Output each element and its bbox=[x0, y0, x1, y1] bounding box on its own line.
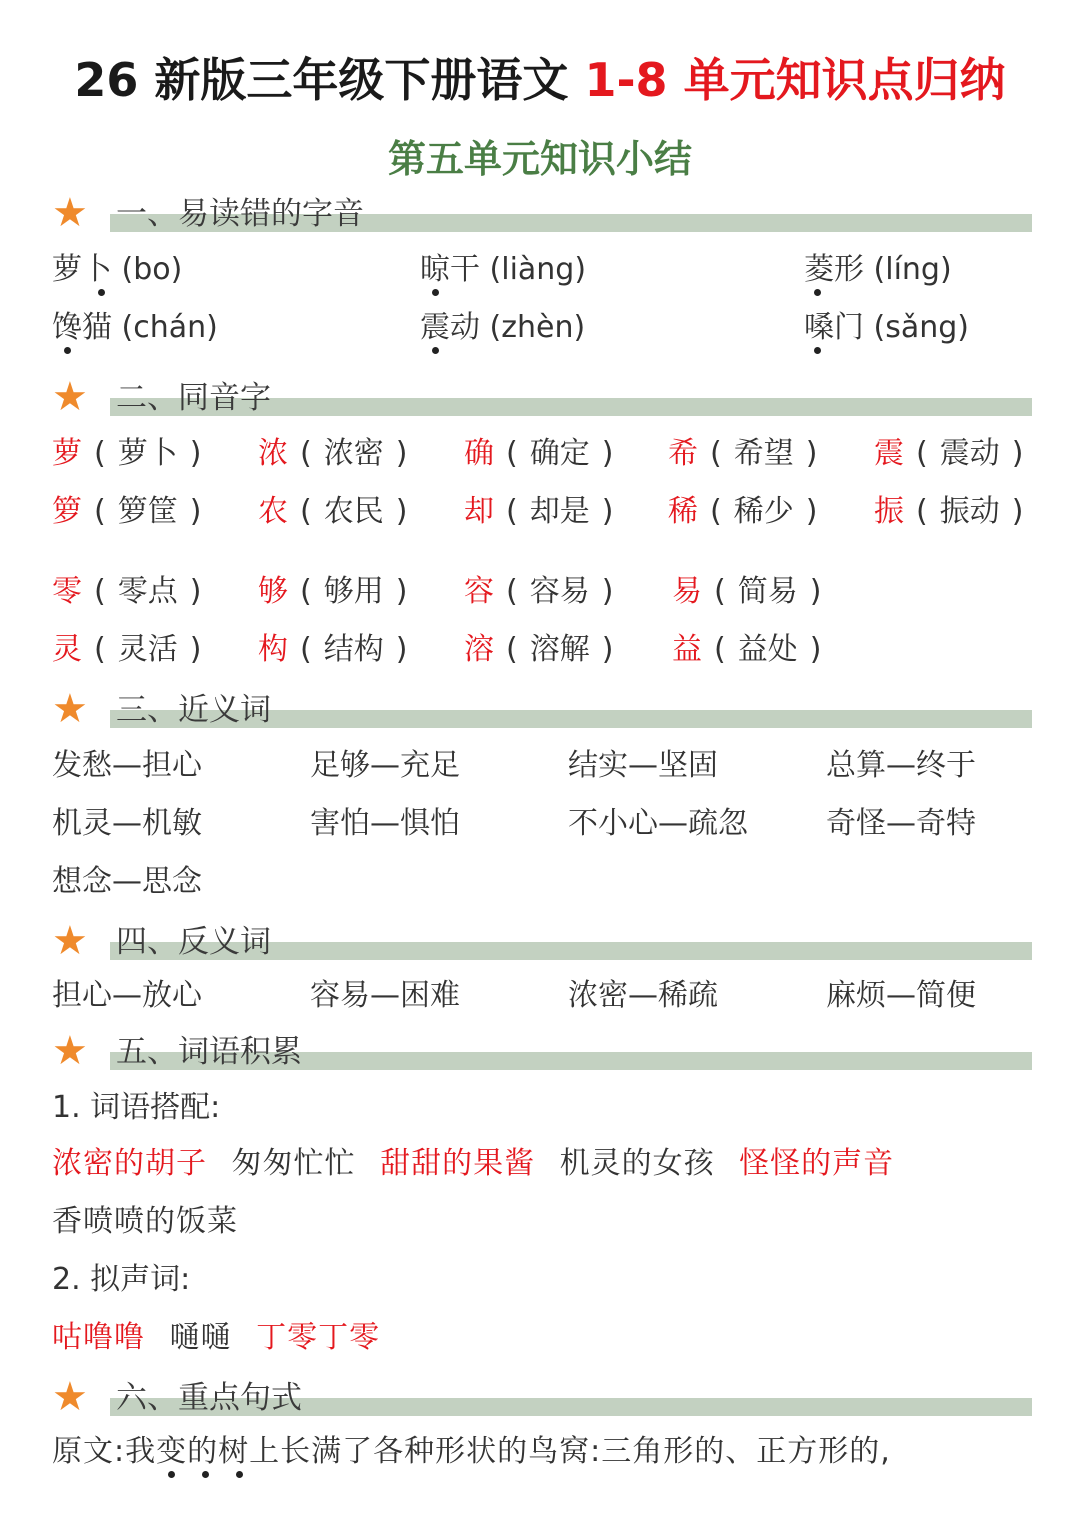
emphasis-dot bbox=[814, 347, 821, 354]
homophone-item: 溶 ( 溶解 ) bbox=[464, 632, 614, 667]
section-header-vocab bbox=[52, 1028, 1032, 1074]
synonym-row bbox=[0, 860, 1080, 904]
homophone-item: 农 ( 农民 ) bbox=[258, 494, 408, 529]
homophone-item: 振 ( 振动 ) bbox=[874, 494, 1024, 529]
synonym-pair: 不小心—疏忽 bbox=[568, 806, 748, 841]
homophone-row bbox=[0, 628, 1080, 672]
section-header-homophones bbox=[52, 374, 1032, 420]
pronunciation-item: 馋猫 (chán) bbox=[52, 310, 218, 345]
star-icon: ★ bbox=[52, 918, 88, 964]
antonym-pair: 麻烦—简便 bbox=[826, 978, 976, 1013]
homophone-item: 易 ( 简易 ) bbox=[672, 574, 822, 609]
emphasis-dot bbox=[202, 1471, 209, 1478]
homophone-item: 灵 ( 灵活 ) bbox=[52, 632, 202, 667]
phrase: 甜甜的果酱 bbox=[380, 1146, 536, 1181]
section-title: 六、重点句式 bbox=[116, 1380, 302, 1416]
onomatopoeia: 嗵嗵 bbox=[169, 1320, 232, 1355]
emphasis-dot bbox=[236, 1471, 243, 1478]
pronunciation-row bbox=[0, 306, 1080, 350]
pronunciation-item: 嗓门 (sǎng) bbox=[804, 310, 970, 345]
section-title: 一、易读错的字音 bbox=[116, 196, 364, 232]
onomatopoeia-label: 2. 拟声词: bbox=[52, 1262, 191, 1297]
star-icon: ★ bbox=[52, 686, 88, 732]
synonym-pair: 足够—充足 bbox=[310, 748, 460, 783]
emphasis-dot bbox=[98, 289, 105, 296]
emphasis-dot bbox=[432, 347, 439, 354]
antonym-pair: 担心—放心 bbox=[52, 978, 202, 1013]
emphasis-dot bbox=[432, 289, 439, 296]
emphasis-dot bbox=[814, 289, 821, 296]
synonym-pair: 结实—坚固 bbox=[568, 748, 718, 783]
homophone-item: 却 ( 却是 ) bbox=[464, 494, 614, 529]
section-header-pronunciation bbox=[52, 190, 1032, 236]
section-title: 四、反义词 bbox=[116, 924, 271, 960]
phrase: 机灵的女孩 bbox=[559, 1146, 715, 1181]
sentence-row bbox=[0, 1430, 1080, 1474]
section-header-sentences bbox=[52, 1374, 1032, 1420]
pronunciation-item: 萝卜 (bo) bbox=[52, 252, 183, 287]
section-title: 二、同音字 bbox=[116, 380, 271, 416]
synonym-pair: 机灵—机敏 bbox=[52, 806, 202, 841]
homophone-item: 浓 ( 浓密 ) bbox=[258, 436, 408, 471]
homophone-item: 萝 ( 萝卜 ) bbox=[52, 436, 202, 471]
emphasis-dot bbox=[168, 1471, 175, 1478]
phrase: 浓密的胡子 bbox=[52, 1146, 207, 1181]
synonym-pair: 奇怪—奇特 bbox=[826, 806, 976, 841]
sentence-text: 原文:我变的树上长满了各种形状的鸟窝:三角形的、正方形的, bbox=[52, 1434, 891, 1469]
title-red: 1-8 单元知识点归纳 bbox=[584, 53, 1006, 107]
synonym-pair: 害怕—惧怕 bbox=[310, 806, 460, 841]
pronunciation-item: 菱形 (líng) bbox=[804, 252, 952, 287]
collocation-line: 香喷喷的饭菜 bbox=[52, 1204, 238, 1239]
collocation-label: 1. 词语搭配: bbox=[52, 1090, 221, 1125]
section-title: 五、词语积累 bbox=[116, 1034, 302, 1070]
homophone-item: 容 ( 容易 ) bbox=[464, 574, 614, 609]
star-icon: ★ bbox=[52, 1028, 88, 1074]
synonym-pair: 想念—思念 bbox=[52, 864, 202, 899]
onomatopoeia: 丁零丁零 bbox=[256, 1320, 381, 1355]
homophone-item: 希 ( 希望 ) bbox=[668, 436, 818, 471]
synonym-row bbox=[0, 802, 1080, 846]
homophone-item: 稀 ( 稀少 ) bbox=[668, 494, 818, 529]
page-title bbox=[0, 44, 1080, 110]
homophone-row bbox=[0, 432, 1080, 476]
antonym-row bbox=[0, 974, 1080, 1018]
title-black: 26 新版三年级下册语文 bbox=[74, 53, 569, 107]
pronunciation-item: 震动 (zhèn) bbox=[420, 310, 586, 345]
homophone-row bbox=[0, 490, 1080, 534]
onomatopoeia: 咕噜噜 bbox=[52, 1320, 145, 1355]
homophone-item: 够 ( 够用 ) bbox=[258, 574, 408, 609]
star-icon: ★ bbox=[52, 374, 88, 420]
star-icon: ★ bbox=[52, 1374, 88, 1420]
section-header-antonyms bbox=[52, 918, 1032, 964]
synonym-pair: 总算—终于 bbox=[826, 748, 976, 783]
homophone-item: 构 ( 结构 ) bbox=[258, 632, 408, 667]
pronunciation-row bbox=[0, 248, 1080, 292]
onomatopoeia-line bbox=[52, 1316, 394, 1360]
unit-subtitle: 第五单元知识小结 bbox=[387, 136, 692, 181]
star-icon: ★ bbox=[52, 190, 88, 236]
homophone-item: 箩 ( 箩筐 ) bbox=[52, 494, 202, 529]
antonym-pair: 浓密—稀疏 bbox=[568, 978, 718, 1013]
section-header-synonyms bbox=[52, 686, 1032, 732]
homophone-item: 零 ( 零点 ) bbox=[52, 574, 202, 609]
pronunciation-item: 晾干 (liàng) bbox=[420, 252, 587, 287]
collocation-line bbox=[52, 1142, 908, 1186]
phrase: 怪怪的声音 bbox=[739, 1146, 895, 1181]
emphasis-dot bbox=[64, 347, 71, 354]
synonym-row bbox=[0, 744, 1080, 788]
homophone-item: 益 ( 益处 ) bbox=[672, 632, 822, 667]
synonym-pair: 发愁—担心 bbox=[52, 748, 202, 783]
homophone-item: 确 ( 确定 ) bbox=[464, 436, 614, 471]
homophone-item: 震 ( 震动 ) bbox=[874, 436, 1024, 471]
section-title: 三、近义词 bbox=[116, 692, 271, 728]
homophone-row bbox=[0, 570, 1080, 614]
phrase: 匆匆忙忙 bbox=[231, 1146, 356, 1181]
antonym-pair: 容易—困难 bbox=[310, 978, 460, 1013]
